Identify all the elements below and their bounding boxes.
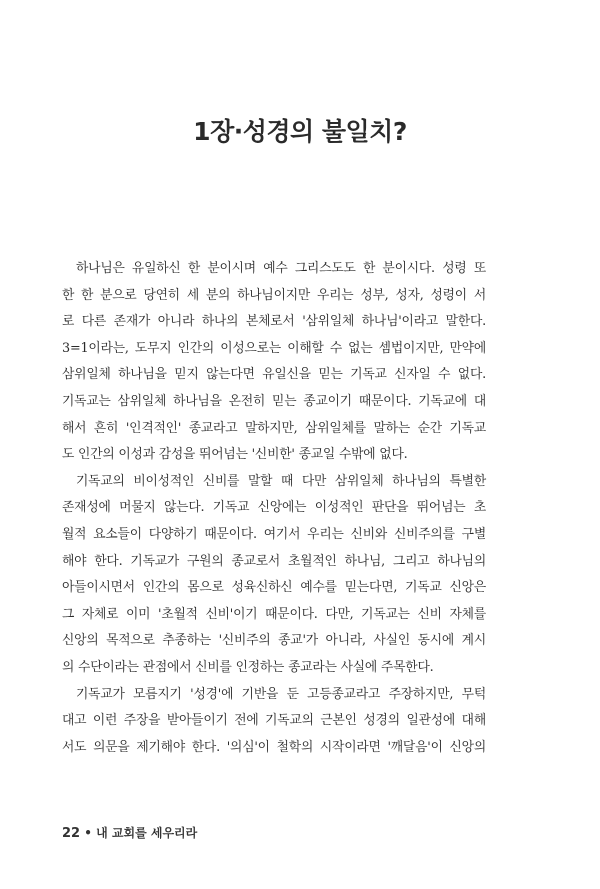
footer-bullet: • bbox=[84, 826, 92, 840]
paragraph-line: 해야 한다. 기독교가 구원의 종교로서 초월적인 하나님, 그리고 하나님의 bbox=[62, 553, 486, 569]
paragraph-line: 기독교의 비이성적인 신비를 말할 때 다만 삼위일체 하나님의 특별한 bbox=[76, 473, 486, 489]
paragraph-line: 서도 의문을 제기해야 한다. '의심'이 철학의 시작이라면 '깨달음'이 신앙의 bbox=[62, 739, 486, 755]
book-title: 내 교회를 세우리라 bbox=[96, 826, 198, 840]
chapter-title: 1장·성경의 불일치? bbox=[193, 117, 407, 146]
paragraph-line: 대고 이런 주장을 받아들이기 전에 기독교의 근본인 성경의 일관성에 대해 bbox=[62, 713, 486, 729]
paragraph-line: 아들이시면서 인간의 몸으로 성육신하신 예수를 믿는다면, 기독교 신앙은 bbox=[62, 580, 486, 596]
paragraph-line: 도 인간의 이성과 감성을 뛰어넘는 '신비한' 종교일 수밖에 없다. bbox=[62, 447, 408, 463]
paragraph-line: 월적 요소들이 다양하기 때문이다. 여기서 우리는 신비와 신비주의를 구별 bbox=[62, 526, 486, 542]
paragraph-line: 3=1이라는, 도무지 인간의 이성으로는 이해할 수 없는 셈법이지만, 만약에 bbox=[62, 340, 486, 356]
paragraph-line: 신앙의 목적으로 추종하는 '신비주의 종교'가 아니라, 사실인 동시에 계시 bbox=[62, 633, 486, 649]
paragraph-line: 기독교는 삼위일체 하나님을 온전히 믿는 종교이기 때문이다. 기독교에 대 bbox=[62, 393, 486, 409]
paragraph-line: 의 수단이라는 관점에서 신비를 인정하는 종교라는 사실에 주목한다. bbox=[62, 659, 434, 675]
page-number: 22 bbox=[62, 826, 81, 841]
paragraph-line: 하나님은 유일하신 한 분이시며 예수 그리스도도 한 분이시다. 성령 또 bbox=[76, 261, 486, 276]
paragraph-line: 해서 흔히 '인격적인' 종교라고 말하지만, 삼위일체를 말하는 순간 기독교 bbox=[62, 420, 486, 436]
paragraph-line: 로 다른 존재가 아니라 하나의 본체로서 '삼위일체 하나님'이라고 말한다. bbox=[62, 314, 486, 330]
paragraph-line: 한 한 분으로 당연히 세 분의 하나님이지만 우리는 성부, 성자, 성령이 서 bbox=[62, 287, 486, 303]
paragraph-line: 그 자체로 이미 '초월적 신비'이기 때문이다. 다만, 기독교는 신비 자체를 bbox=[62, 606, 486, 622]
paragraph-line: 삼위일체 하나님을 믿지 않는다면 유일신을 믿는 기독교 신자일 수 없다. bbox=[62, 367, 486, 383]
paragraph-line: 존재성에 머물지 않는다. 기독교 신앙에는 이성적인 판단을 뛰어넘는 초 bbox=[62, 500, 486, 516]
body-text bbox=[62, 256, 486, 761]
paragraph-line: 기독교가 모름지기 '성경'에 기반을 둔 고등종교라고 주장하지만, 무턱 bbox=[76, 686, 486, 702]
page-footer bbox=[62, 824, 197, 841]
